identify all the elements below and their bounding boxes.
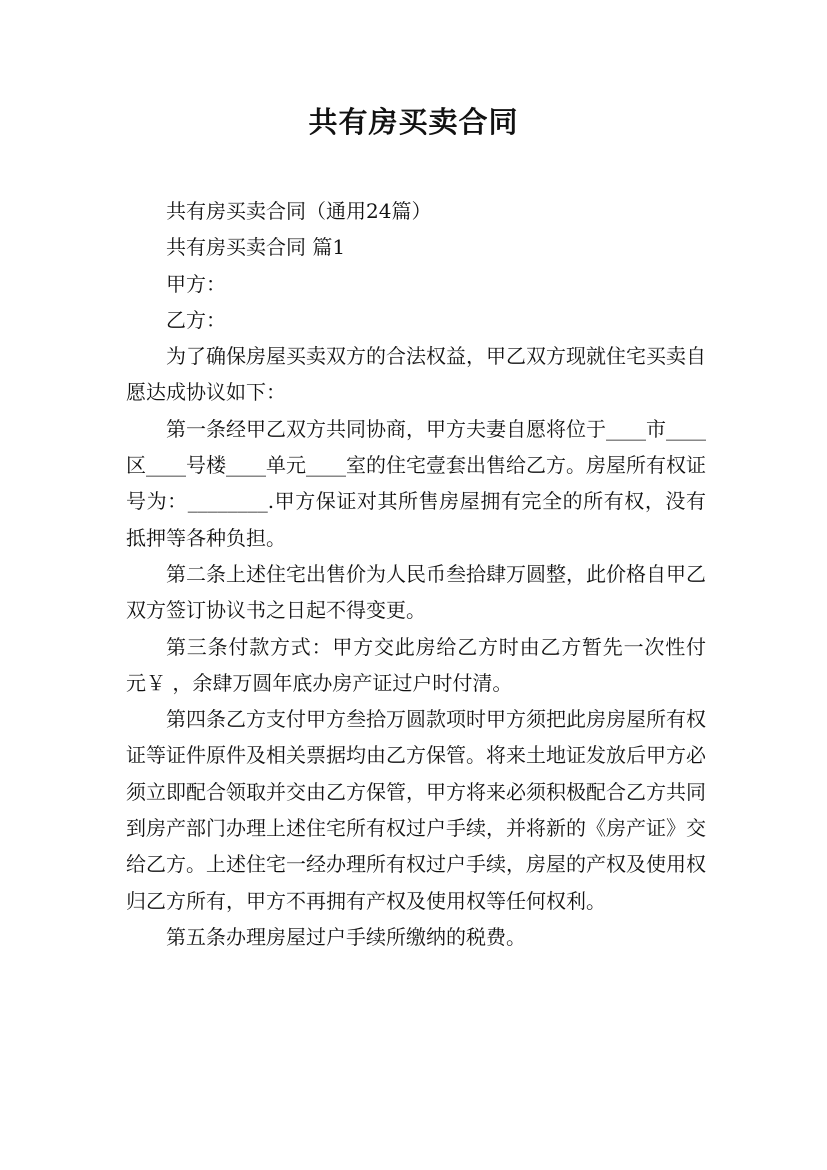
article-4-paragraph: 第四条乙方支付甲方叁拾万圆款项时甲方须把此房房屋所有权证等证件原件及相关票据均由乙方保管。将来土地证发放后甲方必须立即配合领取并交由乙方保管，甲方将来必须积极配合乙方共同到房产部门办理上述住宅所有权过户手续，并将新的《房产证》交给乙方。上述住宅一经办理所有权过户手续，房屋的产权及使用权归乙方所有，甲方不再拥有产权及使用权等任何权利。 — [126, 707, 706, 913]
article-5-paragraph: 第五条办理房屋过户手续所缴纳的税费。 — [166, 924, 526, 949]
party-b-line: 乙方： — [166, 307, 226, 332]
article-1-paragraph: 第一条经甲乙双方共同协商，甲方夫妻自愿将位于____市____区____号楼____单元____室的住宅壹套出售给乙方。房屋所有权证号为：________.甲方保证对其所售房屋拥有完全的所有权，没有抵押等各种负担。 — [126, 416, 706, 550]
preamble-paragraph: 为了确保房屋买卖双方的合法权益，甲乙双方现就住宅买卖自愿达成协议如下： — [126, 344, 706, 405]
article-2-paragraph: 第二条上述住宅出售价为人民币叁拾肆万圆整，此价格自甲乙双方签订协议书之日起不得变更。 — [126, 561, 706, 623]
document-subtitle: 共有房买卖合同（通用24篇） — [166, 199, 432, 223]
document-body — [126, 193, 706, 955]
party-a-line: 甲方： — [166, 271, 226, 296]
document-title: 共有房买卖合同 — [308, 105, 519, 139]
section-heading: 共有房买卖合同 篇1 — [166, 235, 346, 260]
article-3-paragraph: 第三条付款方式：甲方交此房给乙方时由乙方暂先一次性付 元￥ ，余肆万圆年底办房产证过户时付清。 — [126, 634, 706, 695]
